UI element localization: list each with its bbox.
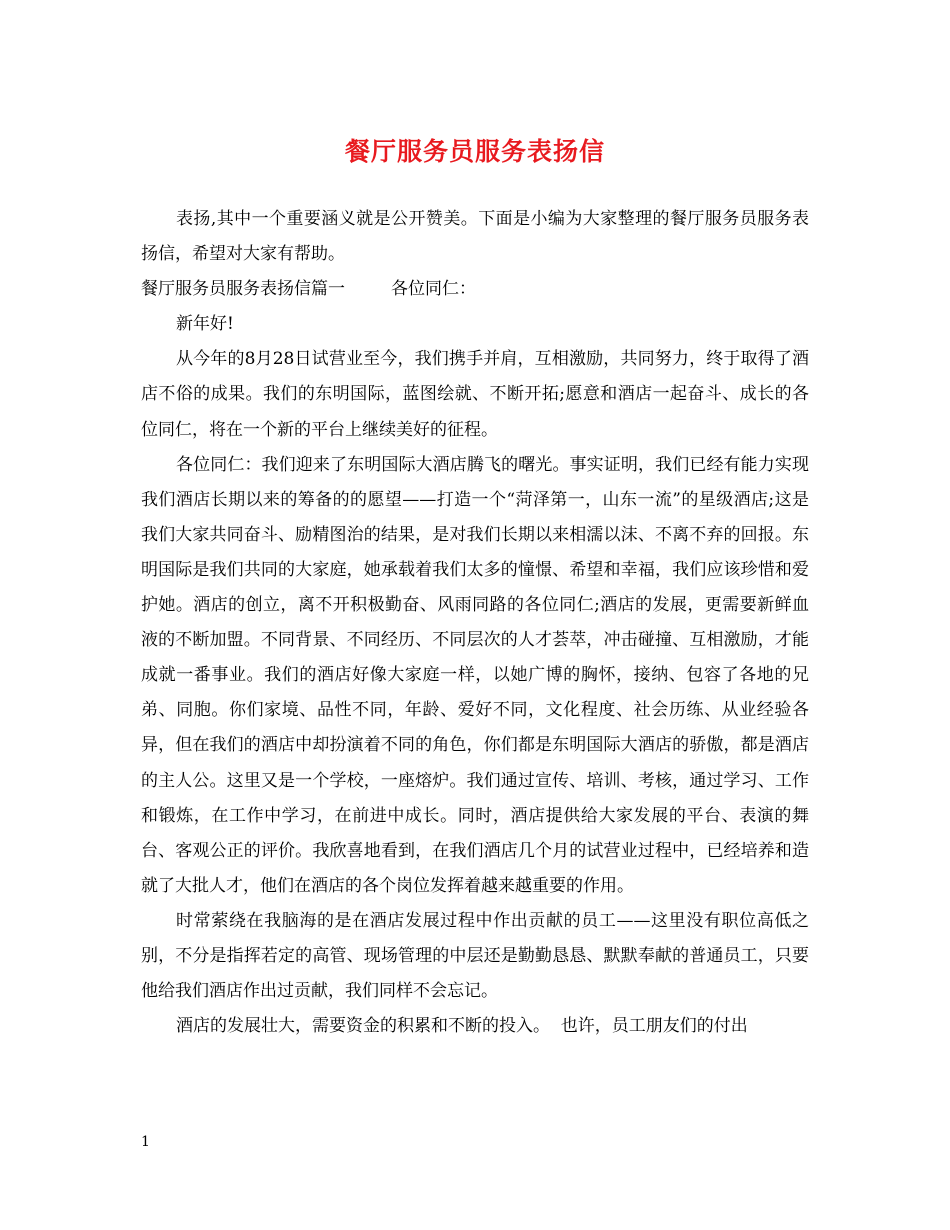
greeting: 新年好! [176, 314, 234, 335]
salutation: 各位同仁： [391, 279, 476, 300]
page-number: 1 [141, 1134, 150, 1150]
section-heading: 餐厅服务员服务表扬信篇一 [141, 279, 345, 300]
document-body [141, 202, 809, 1044]
body-paragraph-1: 从今年的8月28日试营业至今，我们携手并肩，互相激励，共同努力，终于取得了酒店不俗的成果。我们的东明国际，蓝图绘就、不断开拓;愿意和酒店一起奋斗、成长的各位同仁，将在一个新的平台上继续美好的征程。 [141, 349, 809, 440]
body-paragraph-3: 时常萦绕在我脑海的是在酒店发展过程中作出贡献的员工——这里没有职位高低之别，不分是指挥若定的高管、现场管理的中层还是勤勤恳恳、默默奉献的普通员工，只要他给我们酒店作出过贡献，我们同样不会忘记。 [141, 910, 809, 1002]
body-paragraph-2: 各位同仁：我们迎来了东明国际大酒店腾飞的曙光。事实证明，我们已经有能力实现我们酒店长期以来的筹备的的愿望——打造一个“菏泽第一，山东一流”的星级酒店;这是我们大家共同奋斗、励精图治的结果，是对我们长期以来相濡以沫、不离不弃的回报。东明国际是我们共同的大家庭，她承载着我们太多的憧憬、希望和幸福，我们应该珍惜和爱护她。酒店的创立，离不开积极勤奋、风雨同路的各位同仁;酒店的发展，更需要新鲜血液的不断加盟。不同背景、不同经历、不同层次的人才荟萃，冲击碰撞、互相激励，才能成就一番事业。我们的酒店好像大家庭一样，以她广博的胸怀，接纳、包容了各地的兄弟、同胞。你们家境、品性不同，年龄、爱好不同，文化程度、社会历练、从业经验各异，但在我们的酒店中却扮演着不同的角色，你们都是东明国际大酒店的骄傲，都是酒店的主人公。这里又是一个学校，一座熔炉。我们通过宣传、培训、考核，通过学习、工作和锻炼，在工作中学习，在前进中成长。同时，酒店提供给大家发展的平台、表演的舞台、客观公正的评价。我欣喜地看到，在我们酒店几个月的试营业过程中，已经培养和造就了大批人才，他们在酒店的各个岗位发挥着越来越重要的作用。 [141, 454, 809, 896]
document-title: 餐厅服务员服务表扬信 [344, 137, 605, 166]
intro-paragraph: 表扬,其中一个重要涵义就是公开赞美。下面是小编为大家整理的餐厅服务员服务表扬信，希望对大家有帮助。 [141, 209, 809, 265]
body-paragraph-4: 酒店的发展壮大，需要资金的积累和不断的投入。 也许，员工朋友们的付出 [176, 1016, 748, 1037]
section-heading-line [141, 272, 809, 307]
